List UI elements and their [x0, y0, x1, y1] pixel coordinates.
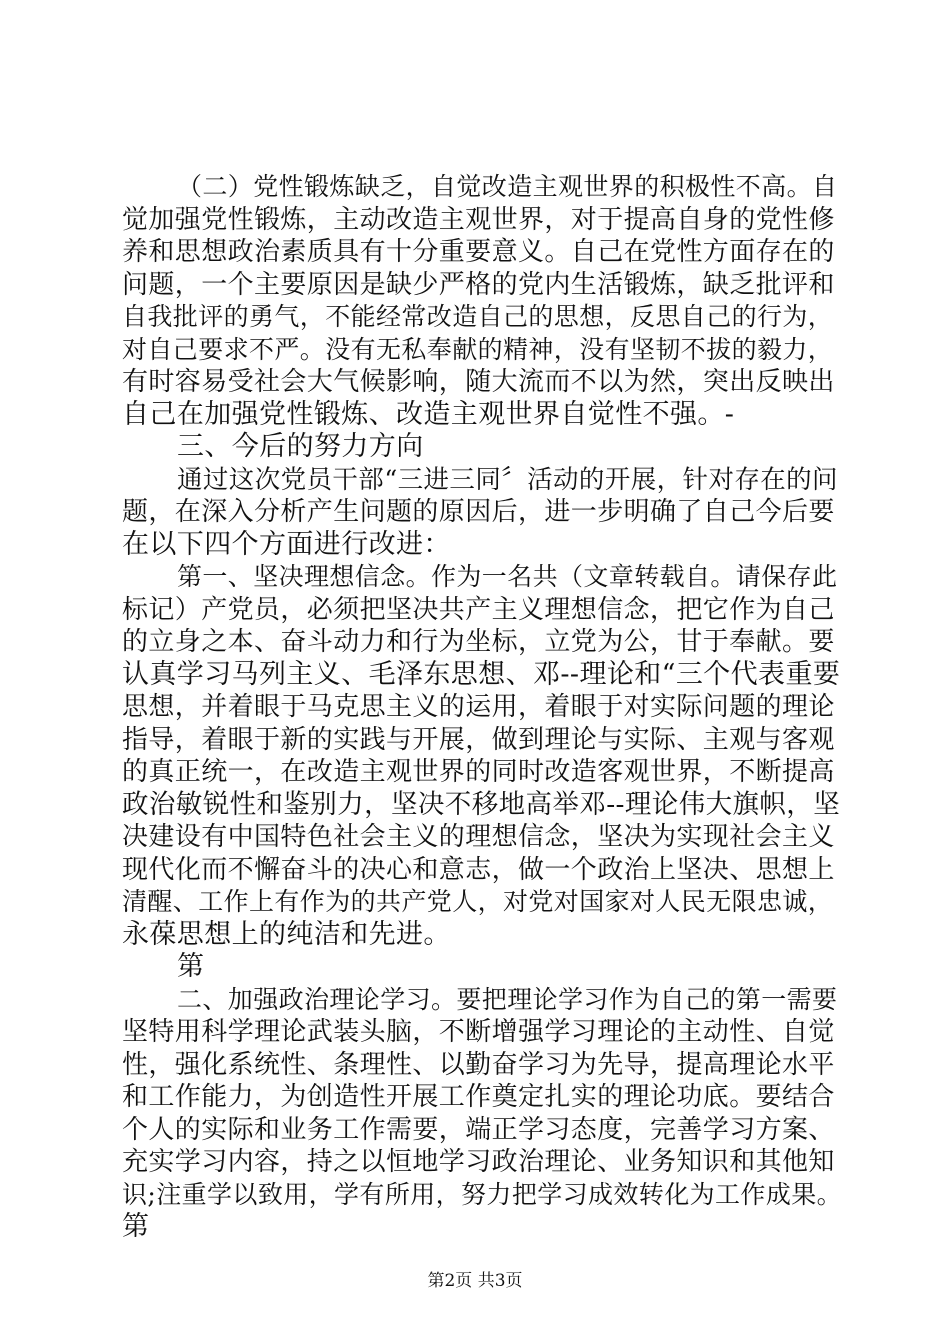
text-line: 第一、坚决理想信念。作为一名共（文章转载自。请保存此	[177, 562, 838, 591]
text-line: 认真学习马列主义、毛泽东思想、邓--理论和“三个代表重要	[122, 658, 841, 690]
text-line: 问题，一个主要原因是缺少严格的党内生活锻炼，缺乏批评和	[122, 269, 835, 300]
text-line: 思想，并着眼于马克思主义的运用，着眼于对实际问题的理论	[122, 692, 835, 722]
text-line: 识;注重学以致用，学有所用，努力把学习成效转化为工作成果。	[122, 1179, 843, 1209]
text-line: 和工作能力，为创造性开展工作奠定扎实的理论功底。要结合	[122, 1082, 835, 1112]
text-line: 二、加强政治理论学习。要把理论学习作为自己的第一需要	[177, 984, 838, 1014]
text-line: 个人的实际和业务工作需要，端正学习态度，完善学习方案、	[122, 1114, 835, 1145]
text-line: 充实学习内容，持之以恒地学习政治理论、业务知识和其他知	[122, 1147, 835, 1177]
text-line: 永葆思想上的纯洁和先进。	[122, 918, 451, 950]
text-line: 第	[177, 951, 205, 982]
text-line: 坚特用科学理论武装头脑，不断增强学习理论的主动性、自觉	[122, 1017, 835, 1047]
text-line: （二）党性锻炼缺乏，自觉改造主观世界的积极性不高。自	[177, 172, 838, 201]
text-line: 的立身之本、奋斗动力和行为坐标，立党为公，甘于奉献。要	[122, 627, 835, 657]
text-line: 标记）产党员，必须把坚决共产主义理想信念，把它作为自己	[122, 594, 835, 625]
text-line: 三、今后的努力方向	[177, 431, 424, 462]
text-line: 养和思想政治素质具有十分重要意义。自己在党性方面存在的	[122, 237, 835, 267]
text-line: 自己在加强党性锻炼、改造主观世界自觉性不强。-	[122, 398, 735, 430]
text-line: 通过这次党员干部“三进三同〞活动的开展，针对存在的问	[177, 464, 838, 495]
text-line: 有时容易受社会大气候影响，随大流而不以为然，突出反映出	[122, 367, 835, 397]
page-footer: 第2页 共3页	[427, 1271, 523, 1291]
text-line: 性，强化系统性、条理性、以勤奋学习为先导，提高理论水平	[122, 1049, 835, 1080]
text-line: 题，在深入分析产生问题的原因后，进一步明确了自己今后要	[122, 497, 835, 527]
text-line: 的真正统一，在改造主观世界的同时改造客观世界，不断提高	[122, 757, 835, 787]
text-line: 第	[122, 1211, 150, 1242]
text-line: 政治敏锐性和鉴别力，坚决不移地高举邓--理论伟大旗帜，坚	[122, 788, 841, 820]
text-line: 决建设有中国特色社会主义的理想信念，坚决为实现社会主义	[122, 822, 835, 852]
document-body	[122, 171, 842, 1244]
text-line: 现代化而不懈奋斗的决心和意志，做一个政治上坚决、思想上	[122, 854, 835, 885]
text-line: 觉加强党性锻炼，主动改造主观世界，对于提高自身的党性修	[122, 204, 835, 235]
text-line: 在以下四个方面进行改进：	[122, 528, 451, 560]
text-line: 清醒、工作上有作为的共产党人，对党对国家对人民无限忠诚，	[122, 887, 834, 916]
text-line: 自我批评的勇气，不能经常改造自己的思想，反思自己的行为，	[122, 302, 834, 331]
text-line: 对自己要求不严。没有无私奉献的精神，没有坚韧不拔的毅力，	[122, 334, 834, 364]
text-line: 指导，着眼于新的实践与开展，做到理论与实际、主观与客观	[122, 724, 835, 755]
